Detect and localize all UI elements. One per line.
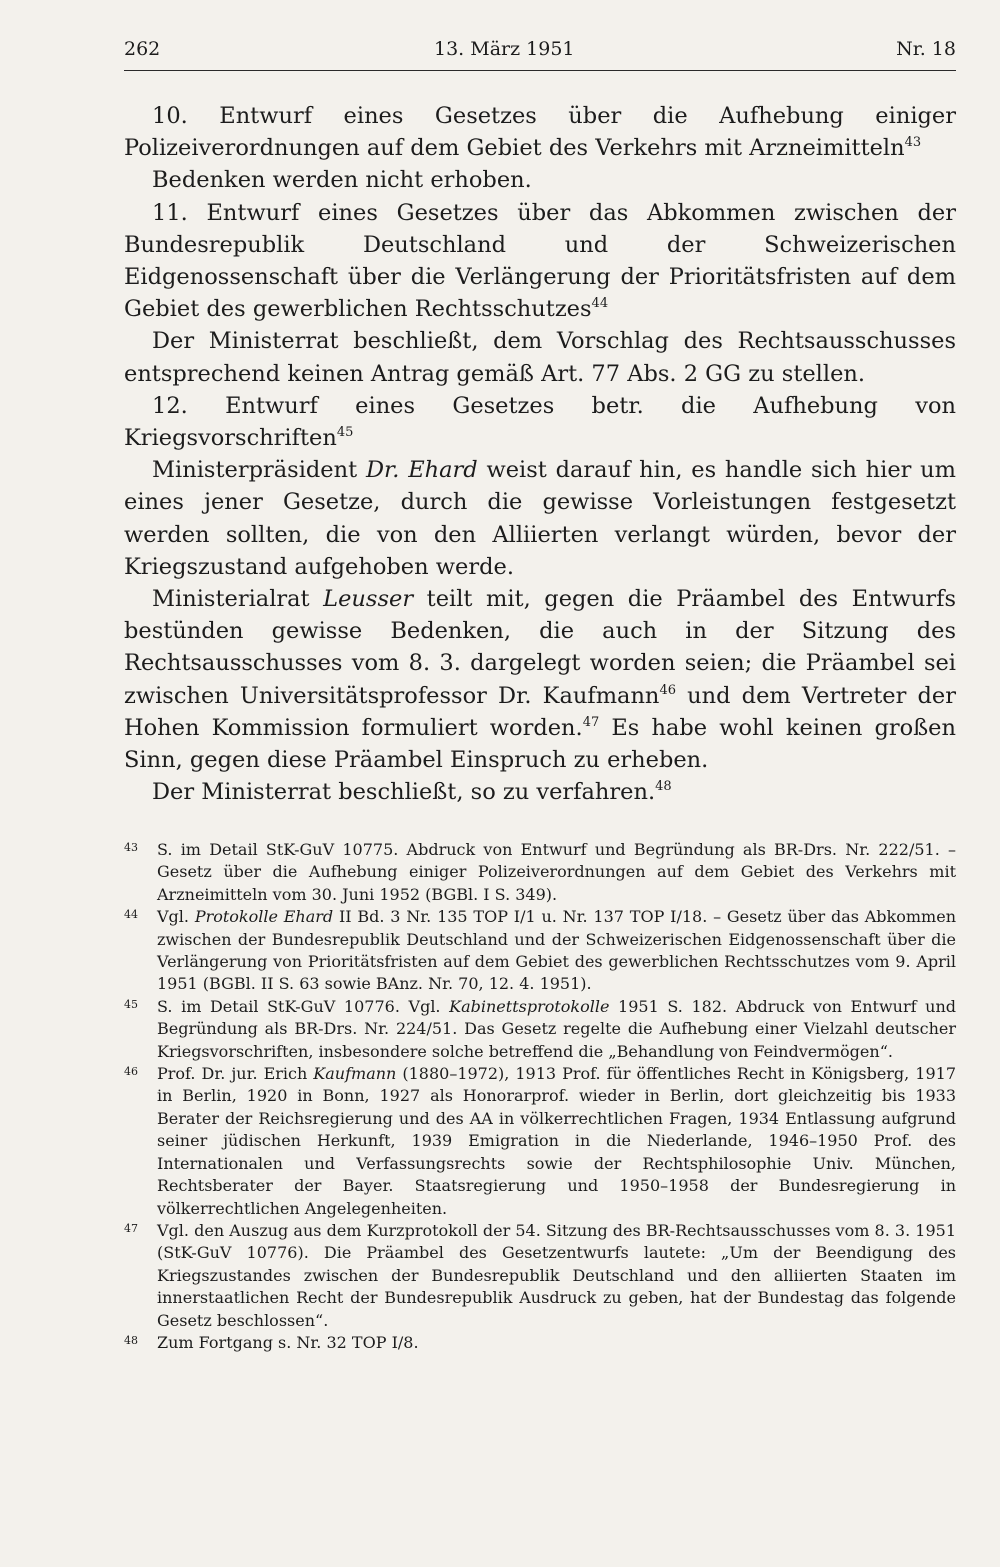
footnote-46 — [124, 1063, 956, 1220]
footnote-45 — [124, 996, 956, 1063]
footnote-ref[interactable]: 48 — [655, 779, 672, 795]
footnote-44 — [124, 906, 956, 996]
footnote-text: Vgl. den Auszug aus dem Kurzprotokoll der 54. Sitzung des BR-Rechtsausschusses vom 8. 3. 1951 (StK-GuV 10776). Die Präambel des Gesetzentwurfs lautete: „Um der Beendigung des Kriegszustandes zwischen der Bundesrepublik Deutschland und den alliierten Staaten im innerstaatlichen Recht der Bundesrepublik Ausdruck zu geben, hat der Bundestag das folgende Gesetz beschlossen“. — [157, 1220, 956, 1330]
footnote-47 — [124, 1220, 956, 1332]
footnote-number: 45 — [124, 997, 138, 1011]
issue-number: Nr. 18 — [896, 38, 956, 60]
footnote-text: S. im Detail StK-GuV 10776. Vgl. Kabinettsprotokolle 1951 S. 182. Abdruck von Entwurf und Begründung als BR-Drs. Nr. 224/51. Das Gesetz regelte die Aufhebung einer Vielzahl deutscher Kriegsvorschriften, insbesondere solche betreffend die „Behandlung von Feindvermögen“. — [157, 996, 956, 1061]
footnote-ref[interactable]: 45 — [336, 425, 354, 441]
footnotes — [124, 839, 956, 1354]
footnote-48 — [124, 1332, 956, 1354]
decision-10: Bedenken werden nicht erhoben. — [152, 167, 532, 194]
footnote-text: Prof. Dr. jur. Erich Kaufmann (1880–1972), 1913 Prof. für öffentliches Recht in Königsberg, 1917 in Berlin, 1920 in Bonn, 1927 als Honorarprof. wieder in Berlin, dort gleichzeitig bis 1933 Berater der Reichsregierung und des AA in völkerrechtlichen Fragen, 1934 Entlassung aufgrund seiner jüdischen Herkunft, 1939 Emigration in die Niederlande, 1946–1950 Prof. des Internationalen und Verfassungsrechts sowie der Rechtsphilosophie Univ. München, Rechtsberater der Bayer. Staatsregierung und 1950–1958 der Bundesregierung in völkerrechtlichen Angelegenheiten. — [157, 1064, 956, 1218]
footnote-ref[interactable]: 43 — [904, 135, 922, 151]
main-text — [124, 100, 956, 808]
footnote-text: S. im Detail StK-GuV 10775. Abdruck von Entwurf und Begründung als BR-Drs. Nr. 222/51. – Gesetz über die Aufhebung einiger Polizeiverordnungen auf dem Gebiet des Verkehrs mit Arzneimitteln vom 30. Juni 1952 (BGBl. I S. 349). — [157, 840, 956, 904]
agenda-item-12: 12. Entwurf eines Gesetzes betr. die Aufhebung von Kriegsvorschriften$^{45}$ — [124, 392, 956, 452]
footnote-number: 47 — [124, 1221, 138, 1235]
paragraph-leusser: Ministerialrat Leusser teilt mit, gegen die Präambel des Entwurfs bestünden gewisse Bedenken, die auch in der Sitzung des Rechtsausschusses vom 8. 3. dargelegt worden seien; die Präambel sei zwischen Universitätsprofessor Dr. Kaufmann$^{46}$ und dem Vertreter der Hohen Kommission formuliert worden.$^{47}$ Es habe wohl keinen großen Sinn, gegen diese Präambel Einspruch zu erheben. — [124, 586, 956, 774]
footnote-ref[interactable]: 44 — [591, 296, 609, 312]
footnote-number: 43 — [124, 841, 138, 854]
speaker-name: Dr. Ehard — [365, 457, 478, 484]
header-date: 13. März 1951 — [434, 38, 575, 60]
speaker-name: Leusser — [323, 586, 414, 613]
agenda-item-10: 10. Entwurf eines Gesetzes über die Aufhebung einiger Polizeiverordnungen auf dem Gebiet des Verkehrs mit Arzneimitteln$^{43}$ — [124, 103, 956, 162]
agenda-item-11: 11. Entwurf eines Gesetzes über das Abkommen zwischen der Bundesrepublik Deutschland und der Schweizerischen Eidgenossenschaft über die Verlängerung der Prioritätsfristen auf dem Gebiet des gewerblichen Rechtsschutzes$^{44}$ — [124, 199, 956, 323]
decision-11: Der Ministerrat beschließt, dem Vorschlag des Rechtsausschusses entsprechend keinen Antrag gemäß Art. 77 Abs. 2 GG zu stellen. — [124, 328, 956, 387]
running-header — [124, 34, 956, 71]
page-number: 262 — [124, 38, 161, 60]
footnote-text: Zum Fortgang s. Nr. 32 TOP I/8. — [157, 1332, 419, 1352]
footnote-number: 44 — [124, 908, 138, 922]
footnote-number: 46 — [124, 1065, 138, 1079]
paragraph-ehard: Ministerpräsident Dr. Ehard weist darauf hin, es handle sich hier um eines jener Gesetze, durch die gewisse Vorleistungen festgesetzt werden sollten, die von den Alliierten verlangt würden, bevor der Kriegszustand aufgehoben werde. — [124, 457, 956, 580]
footnote-ref[interactable]: 47 — [582, 714, 600, 730]
footnote-43 — [124, 839, 956, 906]
decision-12: Der Ministerrat beschließt, so zu verfahren.$^{48}$ — [152, 779, 672, 806]
footnote-number: 48 — [124, 1333, 138, 1347]
footnote-ref[interactable]: 46 — [659, 682, 676, 698]
footnote-text: Vgl. Protokolle Ehard II Bd. 3 Nr. 135 TOP I/1 u. Nr. 137 TOP I/18. – Gesetz über das Abkommen zwischen der Bundesrepublik Deutschland und der Schweizerischen Eidgenossenschaft über die Verlängerung von Prioritätsfristen auf dem Gebiet des gewerblichen Rechtsschutzes vom 9. April 1951 (BGBl. II S. 63 sowie BAnz. Nr. 70, 12. 4. 1951). — [157, 907, 956, 994]
